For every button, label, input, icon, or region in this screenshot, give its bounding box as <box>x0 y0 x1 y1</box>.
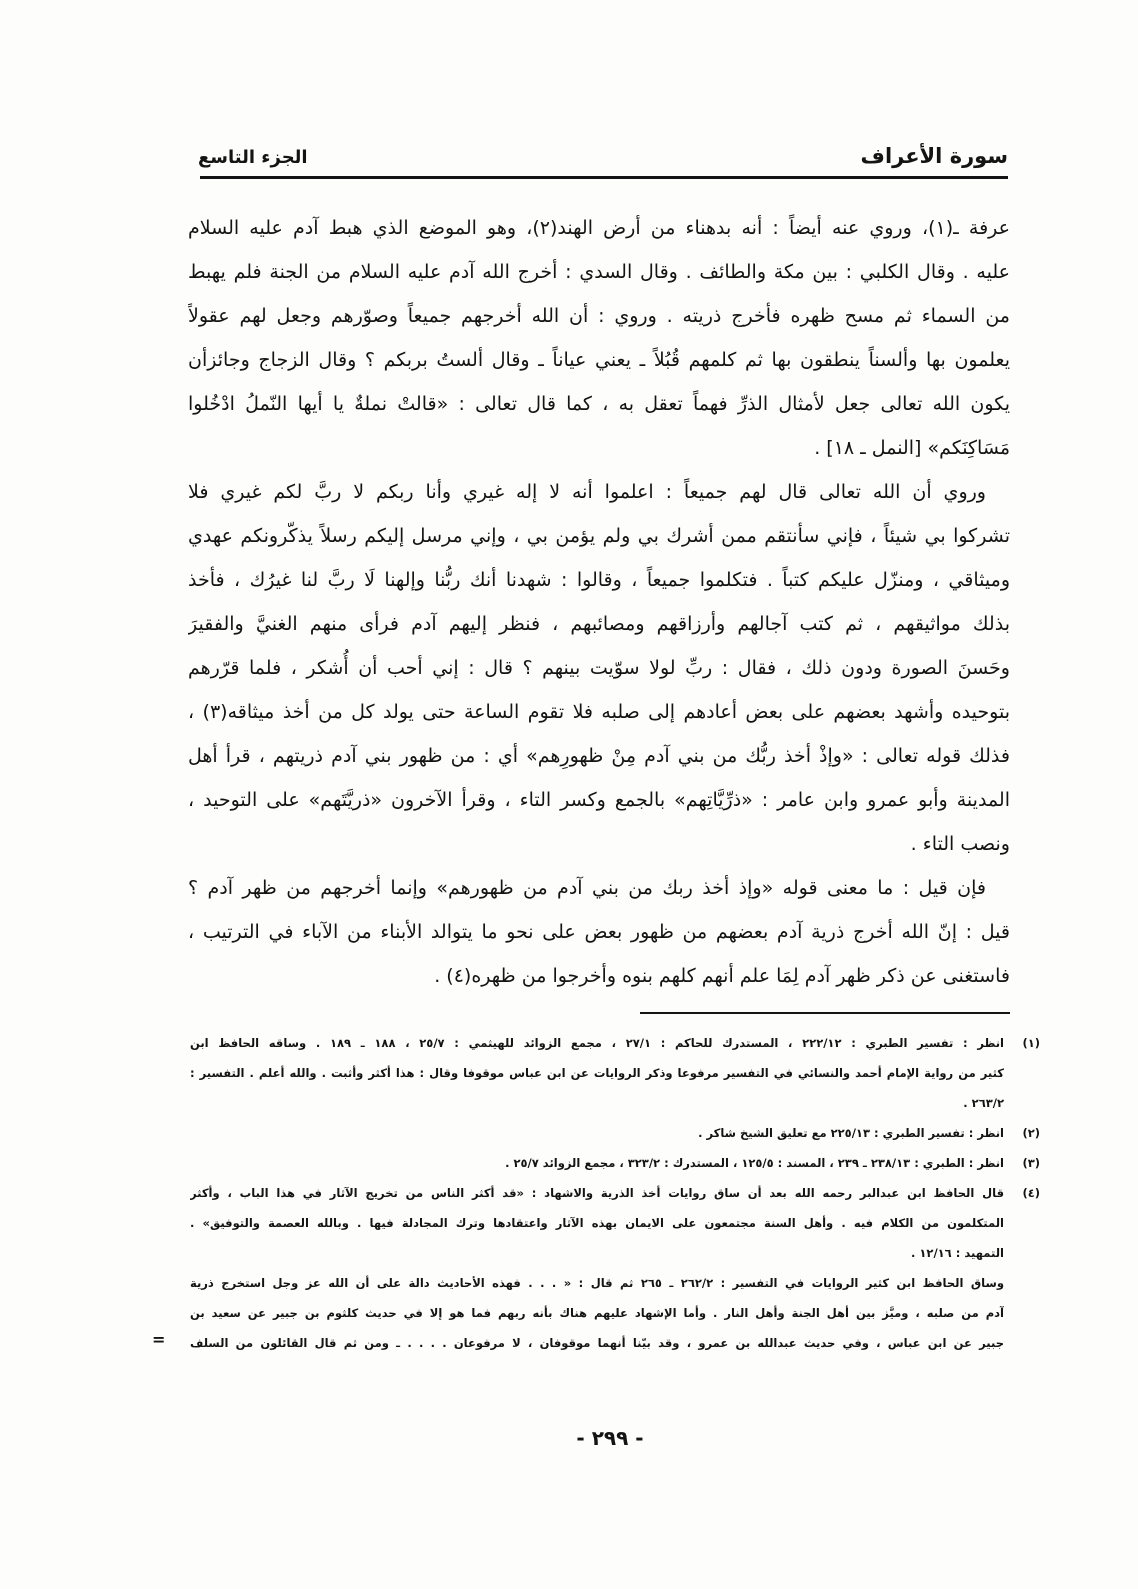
footnote-line: جبير عن ابن عباس ، وفي حديث عبدالله بن عمرو ، وقد بيّنا أنهما موقوفان ، لا مرفوعان . . . . ـ ومن ثم قال القائلون من السلف <box>190 1336 1004 1350</box>
footnote-line: آدم من صلبه ، وميَّز بين أهل الجنة وأهل النار . وأما الإشهاد عليهم هناك بأنه ربهم فما هو إلا في حديث كلثوم بن جبير عن سعيد بن <box>190 1306 1004 1320</box>
footnote-line: انظر : تفسير الطبري : ٢٢٢/١٢ ، المستدرك للحاكم : ٢٧/١ ، مجمع الزوائد للهيثمي : ٢٥/٧ ، ١٨٨ ـ ١٨٩ . وساقه الحافظ ابن <box>190 1036 1004 1050</box>
footnote-line: قال الحافظ ابن عبدالبر رحمه الله بعد أن ساق روايات أخذ الذرية والاشهاد : «قد أكثر الناس من تخريج الآثار في هذا الباب ، وأكثر <box>190 1186 1004 1200</box>
surah-title: سورة الأعراف <box>860 144 1008 168</box>
body-line: عليه . وقال الكلبي : بين مكة والطائف . وقال السدي : أخرج الله آدم عليه السلام من الجنة فلم يهبط <box>188 261 1010 283</box>
footnote-line: التمهيد : ١٢/١٦ . <box>911 1246 1004 1260</box>
continuation-mark: = <box>152 1330 166 1349</box>
body-line: عرفة ـ(١)، وروي عنه أيضاً : أنه بدهناء من أرض الهند(٢)، وهو الموضع الذي هبط آدم عليه السلام <box>188 217 1010 239</box>
main-text <box>188 206 1010 998</box>
footnote-text <box>190 1148 1004 1178</box>
body-line: يكون الله تعالى جعل لأمثال الذرِّ فهماً تعقل به ، كما قال تعالى : «قالتْ نملةٌ يا أيها النّملُ ادْخُلوا <box>188 393 1010 415</box>
footnote-line: ٢٦٣/٢ . <box>963 1096 1004 1110</box>
footnote-line: المتكلمون من الكلام فيه . وأهل السنة مجتمعون على الايمان بهذه الآثار واعتقادها وترك المجادلة فيها . وبالله العصمة والتوفيق» . <box>190 1216 1004 1230</box>
paragraph <box>188 206 1010 470</box>
paragraph <box>188 470 1010 866</box>
footnotes <box>190 1028 1040 1358</box>
footnote-text <box>190 1118 1004 1148</box>
body-line: فذلك قوله تعالى : «وإذْ أخذ ربُّك من بني آدم مِنْ ظهورِهم» أي : من ظهور بني آدم ذريتهم ، قرأ أهل <box>188 745 1010 767</box>
footnote <box>190 1028 1040 1118</box>
body-line: ونصب التاء . <box>910 833 1010 855</box>
footnote-text <box>190 1028 1004 1118</box>
body-line: مَسَاكِنَكم» [النمل ـ ١٨] . <box>814 437 1010 459</box>
body-line: فاستغنى عن ذكر ظهر آدم لِمَا علم أنهم كلهم بنوه وأخرجوا من ظهره(٤) . <box>434 965 1010 987</box>
footnote-text <box>190 1178 1004 1358</box>
body-line: المدينة وأبو عمرو وابن عامر : «ذرِّيَّاتِهم» بالجمع وكسر التاء ، وقرأ الآخرون «ذريَّتَهم» على التوحيد ، <box>188 789 1010 811</box>
footnote-line: انظر : تفسير الطبري : ٢٢٥/١٣ مع تعليق الشيخ شاكر . <box>698 1126 1004 1140</box>
running-header <box>198 128 1008 168</box>
footnote-number: (٢) <box>1022 1126 1040 1140</box>
body-line: وروي أن الله تعالى قال لهم جميعاً : اعلموا أنه لا إله غيري وأنا ربكم لا ربَّ لكم غيري فلا <box>188 481 986 503</box>
paragraph <box>188 866 1010 998</box>
header-rule <box>200 176 1008 179</box>
body-line: وميثاقي ، ومنزّل عليكم كتباً . فتكلموا جميعاً ، وقالوا : شهدنا أنك ربُّنا وإلهنا لَا ربَّ لنا غيرُك ، فأخذ <box>188 569 1010 591</box>
footnote-separator <box>640 1012 1010 1014</box>
body-line: بتوحيده وأشهد بعضهم على بعض أعادهم إلى صلبه فلا تقوم الساعة حتى يولد كل من أخذ ميثاقه(٣) ، <box>188 701 1010 723</box>
body-line: قيل : إنّ الله أخرج ذرية آدم بعضهم من ظهور بعض على نحو ما يتوالد الأبناء من الآباء في الترتيب ، <box>188 921 1010 943</box>
footnote <box>190 1148 1040 1178</box>
body-line: تشركوا بي شيئاً ، فإني سأنتقم ممن أشرك بي ولم يؤمن بي ، وإني مرسل إليكم رسلاً يذكّرونكم عهدي <box>188 525 1010 547</box>
footnote-number: (٤) <box>1022 1186 1040 1200</box>
footnote-number: (١) <box>1022 1036 1040 1050</box>
body-line: يعلمون بها وألسناً ينطقون بها ثم كلمهم قُبُلاً ـ يعني عياناً ـ وقال ألستُ بربكم ؟ وقال الزجاج وجائزأن <box>188 349 1010 371</box>
footnote-number: (٣) <box>1022 1156 1040 1170</box>
footnote-line: انظر : الطبري : ٢٣٨/١٣ ـ ٢٣٩ ، المسند : ١٢٥/٥ ، المستدرك : ٣٢٣/٢ ، مجمع الزوائد ٢٥/٧ . <box>505 1156 1004 1170</box>
footnote <box>190 1118 1040 1148</box>
footnote-line: كثير من رواية الإمام أحمد والنسائي في التفسير مرفوعا وذكر الروايات عن ابن عباس موقوفا وقال : هذا أكثر وأثبت . والله أعلم . التفسير : <box>190 1066 1004 1080</box>
page-number: - ٢٩٩ - <box>576 1426 644 1450</box>
part-title: الجزء التاسع <box>198 147 308 168</box>
body-line: من السماء ثم مسح ظهره فأخرج ذريته . وروي : أن الله أخرجهم جميعاً وصوّرهم وجعل لهم عقولاً <box>188 305 1010 327</box>
body-line: وحَسنَ الصورة ودون ذلك ، فقال : ربِّ لولا سوّيت بينهم ؟ قال : إني أحب أن أُشكر ، فلما قرّرهم <box>188 657 1010 679</box>
footnote-line: وساق الحافظ ابن كثير الروايات في التفسير : ٢٦٢/٢ ـ ٢٦٥ ثم قال : « . . . فهذه الأحاديث دالة على أن الله عز وجل استخرج ذرية <box>190 1276 1004 1290</box>
footnote <box>190 1178 1040 1358</box>
body-line: بذلك مواثيقهم ، ثم كتب آجالهم وأرزاقهم ومصائبهم ، فنظر إليهم آدم فرأى منهم الغنيَّ والفقيرَ <box>188 613 1010 635</box>
body-line: فإن قيل : ما معنى قوله «وإذ أخذ ربك من بني آدم من ظهورهم» وإنما أخرجهم من ظهر آدم ؟ <box>188 877 986 899</box>
